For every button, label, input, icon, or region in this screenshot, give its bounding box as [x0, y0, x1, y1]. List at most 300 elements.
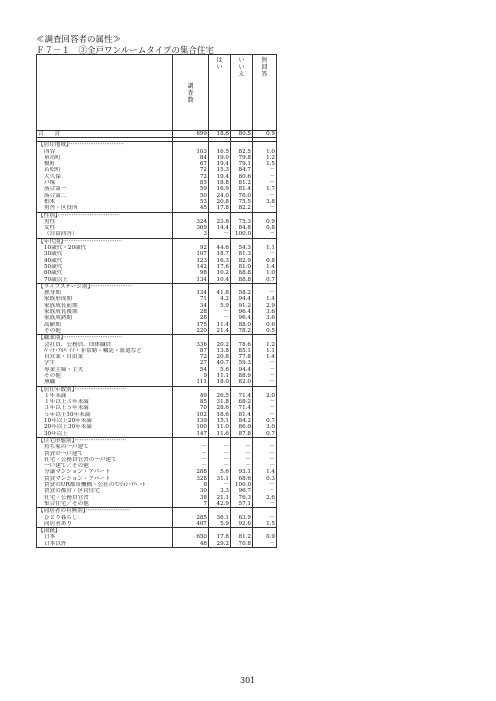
yes-cell: 29.2: [209, 541, 231, 548]
yes-cell: 23.8: [209, 219, 231, 225]
table-row: [37, 541, 277, 548]
no-cell: 88.9: [231, 373, 253, 379]
count-cell: 7: [173, 501, 209, 508]
na-cell: －: [253, 251, 277, 257]
no-cell: 84.7: [231, 167, 253, 173]
row-label: 落合第二: [37, 193, 173, 199]
no-cell: 79.8: [231, 155, 253, 161]
count-cell: [173, 238, 209, 245]
na-cell: －: [253, 482, 277, 488]
na-cell: 3.6: [253, 309, 277, 315]
row-label: 日本以外: [37, 541, 173, 548]
no-cell: 88.8: [231, 277, 253, 284]
yes-cell: 19.0: [209, 155, 231, 161]
count-cell: 324: [173, 219, 209, 225]
row-label: その他: [37, 328, 173, 335]
yes-cell: －: [209, 444, 231, 450]
row-label: 角筈・区役所: [37, 205, 173, 212]
na-cell: 0.5: [253, 328, 277, 335]
row-label: 大久保: [37, 174, 173, 180]
no-cell: 86.0: [231, 424, 253, 430]
na-cell: [253, 212, 277, 219]
table-title: Ｆ７－１ ③全戸ワンルームタイプの集合住宅: [36, 46, 214, 56]
count-cell: 34: [173, 303, 209, 309]
no-cell: [231, 335, 253, 342]
yes-cell: 5.9: [209, 521, 231, 528]
row-label: ５年以上10年未満: [37, 412, 173, 418]
no-cell: 96.7: [231, 488, 253, 494]
page-number: 301: [240, 676, 256, 685]
row-label: 無職: [37, 379, 173, 386]
row-label: 独身期: [37, 290, 173, 296]
count-cell: 134: [173, 277, 209, 284]
row-label: その他: [37, 373, 173, 379]
count-cell: 72: [173, 167, 209, 173]
table-row: [37, 379, 277, 386]
no-cell: 80.6: [231, 174, 253, 180]
no-cell: 68.2: [231, 399, 253, 405]
no-cell: 81.4: [231, 412, 253, 418]
count-cell: 72: [173, 354, 209, 360]
count-cell: 87: [173, 348, 209, 354]
row-label: 【居住地域】·······························: [37, 142, 173, 149]
na-cell: －: [253, 488, 277, 494]
no-cell: [231, 528, 253, 535]
no-cell: 96.4: [231, 309, 253, 315]
yes-cell: 44.6: [209, 245, 231, 251]
na-cell: －: [253, 412, 277, 418]
header-yes: はい: [209, 55, 231, 131]
row-label: 【職業別】·································: [37, 335, 173, 342]
yes-cell: [209, 437, 231, 444]
row-label: 女性: [37, 225, 173, 231]
row-label: 家族形成期: [37, 296, 173, 302]
row-label: 【住宅形態別】·····························: [37, 437, 173, 444]
na-cell: 0.7: [253, 418, 277, 424]
count-cell: 220: [173, 328, 209, 335]
row-label: 柏木: [37, 199, 173, 205]
yes-cell: [209, 386, 231, 393]
table-header-row: [37, 55, 277, 131]
count-cell: 147: [173, 431, 209, 438]
yes-cell: 17.8: [209, 534, 231, 540]
no-cell: 81.4: [231, 186, 253, 192]
yes-cell: 18.8: [209, 180, 231, 186]
count-cell: 650: [173, 534, 209, 540]
yes-cell: 20.2: [209, 342, 231, 348]
row-label: 【ライフステージ別】·······················: [37, 283, 173, 290]
no-cell: 57.1: [231, 501, 253, 508]
yes-cell: 14.4: [209, 225, 231, 231]
na-cell: 1.5: [253, 161, 277, 167]
no-cell: 87.8: [231, 431, 253, 438]
no-cell: 93.1: [231, 469, 253, 475]
yes-cell: 42.9: [209, 501, 231, 508]
yes-cell: 18.6: [209, 412, 231, 418]
row-label: 専業主婦・主夫: [37, 367, 173, 373]
na-cell: 1.1: [253, 245, 277, 251]
row-label: 賃貸のUR都市機構・公社のﾏﾝｼｮﾝ･ｱﾊﾟｰﾄ: [37, 482, 173, 488]
row-label: ひとり暮らし: [37, 515, 173, 521]
table-row: [37, 277, 277, 284]
no-cell: 82.5: [231, 149, 253, 155]
count-cell: 175: [173, 322, 209, 328]
yes-cell: －: [209, 309, 231, 315]
no-cell: 59.3: [231, 360, 253, 366]
yes-cell: 11.4: [209, 322, 231, 328]
yes-cell: －: [209, 451, 231, 457]
na-cell: 0.3: [253, 476, 277, 482]
yes-cell: 36.1: [209, 515, 231, 521]
section-row: [37, 508, 277, 515]
section-row: [37, 386, 277, 393]
count-cell: [173, 528, 209, 535]
row-label: 一戸建て／その他: [37, 463, 173, 469]
na-cell: －: [253, 167, 277, 173]
section-row: [37, 437, 277, 444]
count-cell: 48: [173, 541, 209, 548]
row-label: 40歳代: [37, 258, 173, 264]
yes-cell: 3.3: [209, 488, 231, 494]
count-cell: －: [173, 451, 209, 457]
table-row: [37, 501, 277, 508]
count-cell: [173, 335, 209, 342]
no-cell: 94.4: [231, 367, 253, 373]
na-cell: －: [253, 405, 277, 411]
na-cell: [253, 528, 277, 535]
yes-cell: 18.7: [209, 251, 231, 257]
row-label: 社宅・公務員官舎の一戸建て: [37, 457, 173, 463]
yes-cell: 13.8: [209, 348, 231, 354]
na-cell: 2.6: [253, 495, 277, 501]
yes-cell: －: [209, 463, 231, 469]
header-na: 無回答: [253, 55, 277, 131]
section-row: [37, 212, 277, 219]
count-cell: 49: [173, 393, 209, 399]
na-cell: [253, 437, 277, 444]
table-row: [37, 231, 277, 238]
count-cell: 45: [173, 205, 209, 212]
no-cell: [231, 508, 253, 515]
row-label: 賃貸の一戸建て: [37, 451, 173, 457]
count-cell: 134: [173, 290, 209, 296]
count-cell: 3: [173, 231, 209, 238]
yes-cell: －: [209, 315, 231, 321]
section-row: [37, 528, 277, 535]
na-cell: 1.5: [253, 521, 277, 528]
na-cell: －: [253, 501, 277, 508]
row-label: 持ち家の一戸建て: [37, 444, 173, 450]
row-label: 自営業・自由業: [37, 354, 173, 360]
na-cell: 1.4: [253, 469, 277, 475]
no-cell: [231, 142, 253, 149]
na-cell: 3.0: [253, 424, 277, 430]
no-cell: 76.0: [231, 193, 253, 199]
yes-cell: 31.8: [209, 399, 231, 405]
count-cell: 85: [173, 180, 209, 186]
count-cell: 28: [173, 309, 209, 315]
yes-cell: 16.9: [209, 186, 231, 192]
no-cell: 100.0: [231, 482, 253, 488]
yes-cell: 20.8: [209, 199, 231, 205]
row-label: ﾊﾟｰﾄ･ｱﾙﾊﾞｲﾄ・非常勤・嘱託・派遣など: [37, 348, 173, 354]
table-row: [37, 328, 277, 335]
row-label: （自由回答）: [37, 231, 173, 238]
row-label: 家族成長前期: [37, 303, 173, 309]
no-cell: －: [231, 451, 253, 457]
yes-cell: 10.2: [209, 270, 231, 276]
section-row: [37, 283, 277, 290]
count-cell: 67: [173, 161, 209, 167]
na-cell: －: [253, 379, 277, 386]
yes-cell: 4.2: [209, 296, 231, 302]
yes-cell: [209, 335, 231, 342]
row-label: 賃貸の都営・区営住宅: [37, 488, 173, 494]
na-cell: 1.4: [253, 354, 277, 360]
count-cell: 59: [173, 186, 209, 192]
yes-cell: 41.8: [209, 290, 231, 296]
count-cell: 699: [173, 131, 209, 138]
no-cell: [231, 212, 253, 219]
na-cell: －: [253, 367, 277, 373]
row-label: 家族成熟期: [37, 315, 173, 321]
section-row: [37, 335, 277, 342]
section-row: [37, 142, 277, 149]
no-cell: 75.5: [231, 199, 253, 205]
na-cell: 0.6: [253, 322, 277, 328]
yes-cell: 17.6: [209, 264, 231, 270]
row-label: 落合第一: [37, 186, 173, 192]
yes-cell: 16.3: [209, 258, 231, 264]
count-cell: －: [173, 463, 209, 469]
yes-cell: 15.3: [209, 167, 231, 173]
row-label: 会社員、公務員、団体職員: [37, 342, 173, 348]
no-cell: 54.3: [231, 245, 253, 251]
row-label: 【国籍】: [37, 528, 173, 535]
count-cell: 288: [173, 469, 209, 475]
count-cell: 107: [173, 251, 209, 257]
no-cell: 78.6: [231, 342, 253, 348]
count-cell: [173, 142, 209, 149]
row-label: ３年以上５年未満: [37, 405, 173, 411]
no-cell: [231, 238, 253, 245]
na-cell: 0.7: [253, 277, 277, 284]
count-cell: 85: [173, 399, 209, 405]
na-cell: －: [253, 444, 277, 450]
na-cell: 1.0: [253, 149, 277, 155]
na-cell: 2.0: [253, 393, 277, 399]
row-label: 10歳代・20歳代: [37, 245, 173, 251]
na-cell: 0.8: [253, 258, 277, 264]
row-label: 【年代別】·································: [37, 238, 173, 245]
row-label: 【性別】···································: [37, 212, 173, 219]
count-cell: 70: [173, 405, 209, 411]
yes-cell: 11.6: [209, 431, 231, 438]
na-cell: 0.9: [253, 131, 277, 138]
na-cell: 1.4: [253, 264, 277, 270]
yes-cell: －: [209, 457, 231, 463]
count-cell: [173, 437, 209, 444]
row-label: 若松町: [37, 167, 173, 173]
no-cell: 94.4: [231, 296, 253, 302]
row-label: １年未満: [37, 393, 173, 399]
yes-cell: 11.0: [209, 424, 231, 430]
count-cell: 328: [173, 476, 209, 482]
row-label: 30年以上: [37, 431, 173, 438]
na-cell: [253, 283, 277, 290]
row-label: 50歳代: [37, 264, 173, 270]
yes-cell: 17.8: [209, 205, 231, 212]
no-cell: 84.8: [231, 225, 253, 231]
section-heading: ≪調査回答者の属性≫: [36, 35, 122, 45]
row-label: 分譲マンション・アパート: [37, 469, 173, 475]
na-cell: 1.4: [253, 296, 277, 302]
count-cell: －: [173, 457, 209, 463]
yes-cell: 16.5: [209, 149, 231, 155]
count-cell: [173, 386, 209, 393]
count-cell: 9: [173, 373, 209, 379]
count-cell: 123: [173, 258, 209, 264]
no-cell: 81.2: [231, 534, 253, 540]
no-cell: 88.8: [231, 270, 253, 276]
count-cell: 407: [173, 521, 209, 528]
count-cell: 102: [173, 412, 209, 418]
na-cell: 1.2: [253, 342, 277, 348]
row-label: 合 計: [37, 131, 173, 138]
no-cell: 85.1: [231, 348, 253, 354]
count-cell: 111: [173, 379, 209, 386]
table-row: [37, 431, 277, 438]
no-cell: 78.2: [231, 328, 253, 335]
header-label-cell: [37, 55, 173, 131]
na-cell: －: [253, 399, 277, 405]
na-cell: 0.9: [253, 534, 277, 540]
total-row: [37, 131, 277, 138]
yes-cell: 28.6: [209, 405, 231, 411]
count-cell: [173, 212, 209, 219]
no-cell: 58.2: [231, 290, 253, 296]
yes-cell: 31.1: [209, 476, 231, 482]
no-cell: 81.0: [231, 264, 253, 270]
yes-cell: 10.4: [209, 277, 231, 284]
count-cell: [173, 283, 209, 290]
count-cell: 30: [173, 488, 209, 494]
na-cell: 1.1: [253, 348, 277, 354]
no-cell: －: [231, 444, 253, 450]
row-label: 戸塚: [37, 180, 173, 186]
yes-cell: [209, 528, 231, 535]
row-label: 同居者あり: [37, 521, 173, 528]
na-cell: 0.9: [253, 219, 277, 225]
row-label: 四谷: [37, 149, 173, 155]
na-cell: [253, 508, 277, 515]
count-cell: 103: [173, 149, 209, 155]
na-cell: －: [253, 290, 277, 296]
na-cell: 3.8: [253, 199, 277, 205]
na-cell: －: [253, 373, 277, 379]
no-cell: [231, 437, 253, 444]
row-label: 学生: [37, 360, 173, 366]
na-cell: －: [253, 180, 277, 186]
yes-cell: 18.6: [209, 131, 231, 138]
na-cell: －: [253, 205, 277, 212]
no-cell: 82.0: [231, 379, 253, 386]
yes-cell: 5.6: [209, 469, 231, 475]
yes-cell: 19.4: [209, 174, 231, 180]
row-label: 箪笥町: [37, 155, 173, 161]
na-cell: 2.9: [253, 303, 277, 309]
yes-cell: 21.1: [209, 495, 231, 501]
count-cell: 8: [173, 482, 209, 488]
count-cell: 53: [173, 199, 209, 205]
no-cell: 70.8: [231, 541, 253, 548]
row-label: 集合住宅／その他: [37, 501, 173, 508]
table-row: [37, 521, 277, 528]
count-cell: 50: [173, 193, 209, 199]
no-cell: 100.0: [231, 231, 253, 238]
row-label: 社宅・公務員官舎: [37, 495, 173, 501]
na-cell: 1.2: [253, 155, 277, 161]
row-label: 60歳代: [37, 270, 173, 276]
na-cell: [253, 142, 277, 149]
na-cell: －: [253, 174, 277, 180]
yes-cell: 20.8: [209, 354, 231, 360]
no-cell: 76.3: [231, 495, 253, 501]
no-cell: [231, 283, 253, 290]
na-cell: 1.7: [253, 186, 277, 192]
count-cell: 92: [173, 245, 209, 251]
header-no: いいえ: [231, 55, 253, 131]
count-cell: 38: [173, 495, 209, 501]
na-cell: －: [253, 451, 277, 457]
na-cell: －: [253, 231, 277, 238]
na-cell: 1.0: [253, 270, 277, 276]
yes-cell: 24.0: [209, 193, 231, 199]
no-cell: 79.1: [231, 161, 253, 167]
no-cell: 96.4: [231, 315, 253, 321]
na-cell: 0.8: [253, 225, 277, 231]
row-label: 30歳代: [37, 251, 173, 257]
na-cell: 0.7: [253, 431, 277, 438]
count-cell: 27: [173, 360, 209, 366]
no-cell: 68.6: [231, 476, 253, 482]
row-label: 賃貸マンション・アパート: [37, 476, 173, 482]
yes-cell: [209, 212, 231, 219]
yes-cell: －: [209, 231, 231, 238]
row-label: 【同居者の有無別】·························: [37, 508, 173, 515]
yes-cell: 19.4: [209, 161, 231, 167]
count-cell: 84: [173, 155, 209, 161]
row-label: 日本: [37, 534, 173, 540]
yes-cell: 21.4: [209, 328, 231, 335]
yes-cell: [209, 142, 231, 149]
na-cell: －: [253, 360, 277, 366]
row-label: 高齢期: [37, 322, 173, 328]
count-cell: 71: [173, 296, 209, 302]
yes-cell: 26.5: [209, 393, 231, 399]
table-row: [37, 205, 277, 212]
count-cell: 285: [173, 515, 209, 521]
count-cell: 336: [173, 342, 209, 348]
na-cell: －: [253, 515, 277, 521]
no-cell: 81.3: [231, 251, 253, 257]
yes-cell: [209, 283, 231, 290]
no-cell: 80.5: [231, 131, 253, 138]
row-label: 男性: [37, 219, 173, 225]
results-table: [36, 54, 277, 548]
no-cell: 91.2: [231, 303, 253, 309]
count-cell: 100: [173, 424, 209, 430]
